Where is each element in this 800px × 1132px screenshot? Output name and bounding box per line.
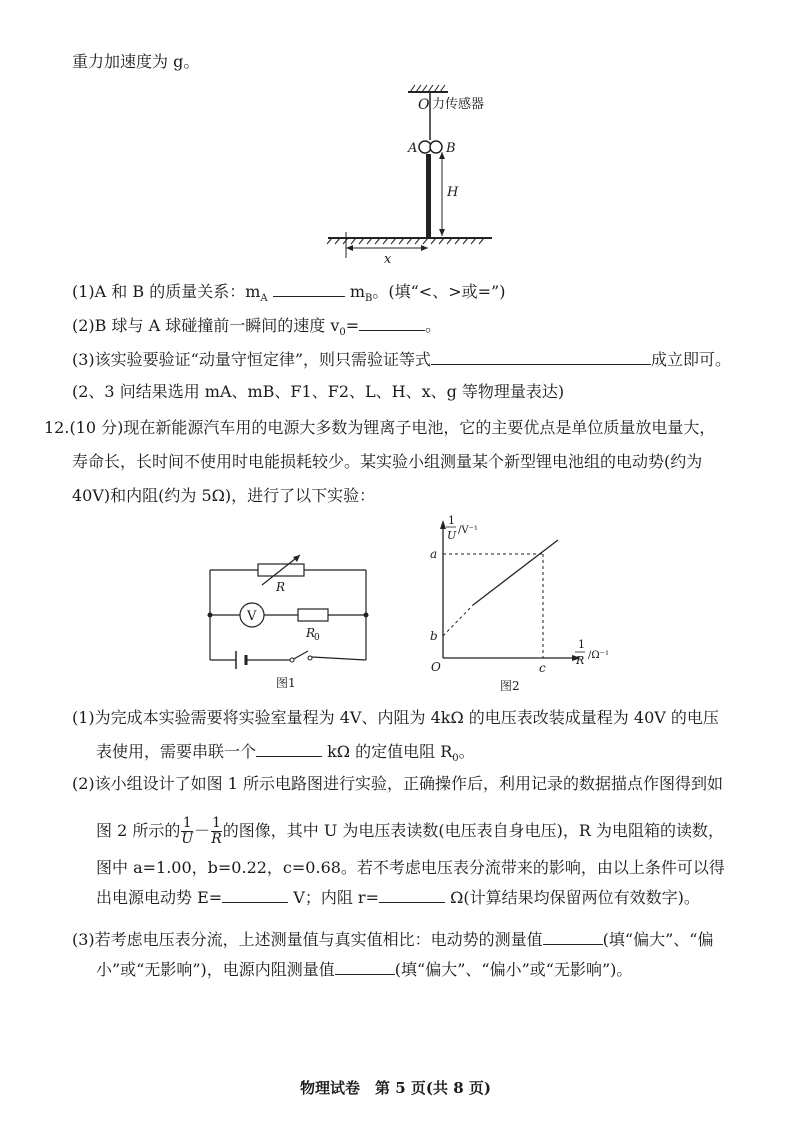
extrapolation-line [443, 605, 473, 636]
q12-s2-e-pre: 出电源电动势 E= [96, 888, 223, 907]
q11-p2-end: 。 [425, 316, 442, 335]
label-c: c [539, 661, 546, 675]
data-line [473, 540, 558, 605]
label-o: O [418, 97, 430, 113]
q11-p3-post: 成立即可。 [651, 350, 732, 369]
resistor-r0 [298, 609, 328, 621]
label-sensor: 力传感器 [432, 97, 485, 112]
q11-p2-sub: 0 [339, 327, 346, 339]
q11-p1-sub-b: B [365, 293, 373, 305]
q12-s3-post: (填“偏大”、“偏 [602, 930, 714, 949]
graph-figure [418, 510, 628, 698]
label-a: a [430, 547, 438, 561]
q12-s2-e-blank[interactable] [222, 886, 288, 903]
label-x: x [384, 252, 392, 267]
label-v: V [247, 609, 257, 624]
label-h: H [447, 185, 459, 200]
q12-s1-line2 [96, 740, 475, 769]
top-line: 重力加速度为 g。 [72, 52, 200, 71]
q12-s1-sub: 0 [452, 753, 459, 765]
x-label-num: 1 [578, 638, 585, 651]
frac-1-over-r: $\frac{1}{R}$ [211, 815, 222, 847]
q12-s2-r-blank[interactable] [379, 886, 445, 903]
q12-s2-line1: (2)该小组设计了如图 1 所示电路图进行实验，正确操作后，利用记录的数据描点作图得到如 [72, 774, 724, 793]
x-label-den: R [576, 654, 585, 667]
label-o: O [431, 660, 441, 674]
q12-s2-post4: Ω(计算结果均保留两位有效数字)。 [450, 888, 700, 907]
q12-s3-blank-1[interactable] [543, 928, 603, 945]
q12-s3-pre2: 小”或“无影响”)，电源内阻测量值 [96, 960, 335, 979]
q12-s3-post2: (填“偏大”、“偏小”或“无影响”)。 [394, 960, 633, 979]
frac-1-over-u: $\frac{1}{U}$ [181, 815, 194, 847]
label-b: B [446, 141, 456, 156]
q12-s3-line2 [96, 958, 632, 980]
q12-s2-line2 [96, 816, 724, 847]
q11-p3-blank[interactable] [431, 348, 651, 365]
q11-note: (2、3 问结果选用 mA、mB、F1、F2、L、H、x、g 等物理量表达) [72, 382, 565, 401]
caption-fig1: 图1 [276, 676, 296, 690]
ball-b [430, 141, 442, 153]
q11-part3 [72, 348, 731, 370]
y-label-num: 1 [448, 514, 455, 527]
q12-intro-2: 寿命长，长时间不使用时电能损耗较少。某实验小组测量某个新型锂电池组的电动势(约为 [72, 452, 703, 471]
q11-p1-pre: (1)A 和 B 的质量关系：m [72, 282, 261, 301]
q12-s1-line1: (1)为完成本实验需要将实验室量程为 4V、内阻为 4kΩ 的电压表改装成量程为 40V 的电压 [72, 708, 719, 727]
q12-s2-post: 的图像，其中 U 为电压表读数(电压表自身电压)，R 为电阻箱的读数， [222, 821, 725, 840]
q12-s3-pre: (3)若考虑电压表分流，上述测量值与真实值相比：电动势的测量值 [72, 930, 543, 949]
label-r0: R [306, 626, 316, 640]
page-footer: 物理试卷 第 5 页(共 8 页) [300, 1079, 491, 1097]
label-r: R [276, 580, 286, 594]
q12-s2-line4 [96, 886, 700, 908]
q11-p1-blank[interactable] [273, 280, 345, 297]
q12-s1-post: kΩ 的定值电阻 R [327, 742, 453, 761]
q11-p1-post: 。(填“<、>或=”) [372, 282, 506, 301]
q11-p2-pre: (2)B 球与 A 球碰撞前一瞬间的速度 v [72, 316, 340, 335]
ball-a [419, 141, 431, 153]
label-b: b [430, 629, 438, 643]
x-label-unit: /Ω⁻¹ [588, 650, 609, 661]
label-r0-sub: 0 [314, 633, 320, 643]
caption-fig2: 图2 [500, 679, 520, 693]
y-label-unit: /V⁻¹ [458, 525, 478, 536]
q11-part2 [72, 314, 441, 343]
q12-s2-dash: － [194, 821, 211, 840]
q12-intro-3: 40V)和内阻(约为 5Ω)，进行了以下实验： [72, 486, 376, 505]
q11-p1-mid: m [349, 282, 366, 301]
q11-p2-blank[interactable] [359, 314, 425, 331]
q12-intro-1: 12.(10 分)现在新能源汽车用的电源大多数为锂离子电池，它的主要优点是单位质量放电量大， [44, 418, 716, 437]
q12-s1-pre: 表使用，需要串联一个 [96, 742, 257, 761]
q12-s3-blank-2[interactable] [335, 958, 395, 975]
q12-s2-line3: 图中 a=1.00，b=0.22，c=0.68。若不考虑电压表分流带来的影响，由以上条件可以得 [96, 858, 725, 877]
q11-p3-pre: (3)该实验要验证“动量守恒定律”，则只需验证等式 [72, 350, 432, 369]
circuit-figure [200, 545, 380, 693]
y-label-den: U [447, 529, 457, 542]
q12-s3-line1 [72, 928, 713, 950]
q12-s1-end: 。 [458, 742, 475, 761]
label-a: A [408, 141, 418, 156]
q12-s2-pre: 图 2 所示的 [96, 821, 181, 840]
q12-s1-blank[interactable] [256, 740, 322, 757]
q12-s2-r-pre: V；内阻 r= [293, 888, 379, 907]
q11-part1 [72, 280, 505, 309]
sensor-figure [320, 82, 500, 272]
q11-p2-post: = [345, 316, 360, 335]
pole [426, 154, 431, 238]
q11-p1-sub-a: A [260, 293, 268, 305]
